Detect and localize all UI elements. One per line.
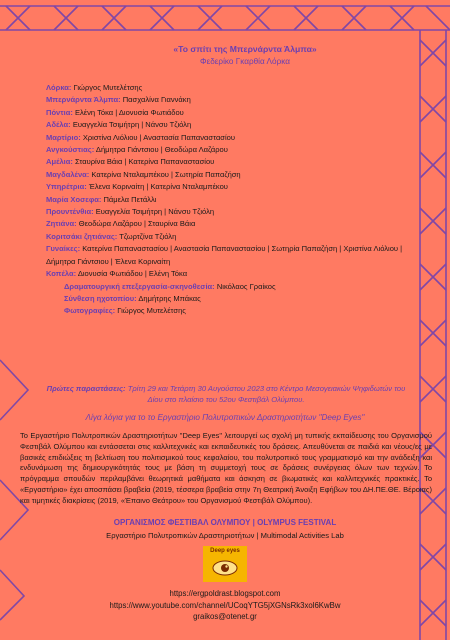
- email-link[interactable]: graikos@otenet.gr: [193, 612, 257, 621]
- cast-list: [46, 82, 408, 318]
- crew-role: Δραματουργική επεξεργασία-σκηνοθεσία:: [64, 281, 215, 291]
- crew-names: Δημήτρης Μπάκας: [138, 293, 201, 303]
- cast-names: Δήμητρα Γιάντσιου | Θεοδώρα Λαζάρου: [95, 145, 228, 155]
- cast-names: Τζωρτζίνα Τζιόλη: [119, 231, 177, 241]
- eye-icon: [203, 546, 247, 582]
- cast-names: Γιώργος Μυτελέτσης: [73, 83, 143, 92]
- cast-role: Πόντια:: [46, 107, 73, 117]
- blog-link[interactable]: https://ergpoldrast.blogspot.com: [169, 589, 281, 598]
- cast-role: Αδέλα:: [46, 120, 71, 130]
- contact-links: [20, 588, 430, 623]
- cast-names: Ελένη Τόκα | Διονυσία Φωτιάδου: [74, 107, 184, 117]
- cast-names: Κατερίνα Νταλαμπέκου | Σωτηρία Παπαζήση: [91, 169, 241, 179]
- cast-names: Διονυσία Φωτιάδου | Ελένη Τόκα: [77, 269, 188, 279]
- cast-row: [46, 231, 408, 243]
- premiere-info: [46, 383, 406, 405]
- premiere-label: Πρώτες παραστάσεις:: [46, 384, 126, 393]
- deep-eyes-logo: [203, 546, 247, 582]
- cast-role: Ζητιάνα:: [46, 219, 77, 229]
- cast-names: Κατερίνα Παπαναστασίου | Αναστασία Παπαναστασίου | Σωτηρία Παπαζήση | Χριστίνα Λιόλιου | Δήμητρα Γιάντσιου | Έλενα Κοριναίτη: [46, 244, 403, 266]
- cast-names: Χριστίνα Λιόλιου | Αναστασία Παπαναστασίου: [82, 132, 235, 142]
- crew-role: Σύνθεση ηχοτοπίου:: [64, 293, 137, 303]
- crew-names: Νικόλαος Γραίκος: [216, 281, 276, 291]
- cast-row: [46, 144, 408, 156]
- cast-role: Ανγκούστιας:: [46, 145, 95, 155]
- cast-role: Μαρτίριο:: [46, 132, 81, 142]
- cast-role: Κοριτσάκι ζητιάνας:: [46, 231, 118, 241]
- cast-row: [46, 206, 408, 218]
- cast-role: Μπερνάρντα Άλμπα:: [46, 95, 121, 105]
- crew-names: Γιώργος Μυτελέτσης: [117, 306, 186, 316]
- lab-name: Εργαστήριο Πολυτροπικών Δραστηριοτήτων | Multimodal Activities Lab: [106, 531, 344, 540]
- play-title: «Το σπίτι της Μπερνάρντα Άλμπα»: [173, 44, 317, 54]
- cast-names: Θεοδώρα Λαζάρου | Σταυρίνα Βάια: [78, 219, 196, 229]
- cast-names: Σταυρίνα Βάια | Κατερίνα Παπαναστασίου: [75, 157, 215, 167]
- cast-row: [46, 107, 408, 119]
- crew-row: [46, 293, 408, 305]
- logo-text: Deep eyes: [210, 548, 240, 554]
- cast-row: [46, 243, 408, 268]
- cast-row: [46, 169, 408, 181]
- cast-row: [46, 132, 408, 144]
- play-author: Φεδερίκο Γκαρθία Λόρκα: [200, 57, 290, 66]
- about-paragraph: Το Εργαστήριο Πολυτροπικών Δραστηριοτήτων "Deep Eyes" λειτουργεί ως σχολή μη τυπικής εκπαίδευσης του Οργανισμού Φεστιβάλ Ολύμπου και εντάσσεται στις καλλιτεχνικές και εκπαιδευτικές του δράσεις. Απευθύνεται σε παιδιά και νέους/ες με βασικές επιδιώξεις τη βελτίωση του πολιτισμικού τους κεφαλαίου, του πολυτροπικό τους γραμματισμό και την ανάδειξη και ενδυνάμωση της δημιουργικότητάς τους με βάση τη συμμετοχή τους σε δράσεις συνέργειας όλων των τεχνών. Το πρόγραμμα σπουδών περιλαμβάνει θεωρητικά μαθήματα και άσκηση σε βιωματικές και καλλιτεχνικές πρακτικές. Το «Εργαστήριο» έχει αποσπάσει βραβεία (2019, τέσσερα βραβεία στην 7η Θεατρική Άνοιξη Εφήβων του ΔΗ.ΠΕ.ΘΕ. Βέροιας) και τιμητικές διακρίσεις (2019, «Έπαινο Θεάτρου» του Οργανισμού Φεστιβάλ Ολύμπου).: [20, 431, 432, 505]
- cast-row: [46, 194, 408, 206]
- cast-names: Έλενα Κοριναίτη | Κατερίνα Νταλαμπέκου: [88, 182, 228, 192]
- cast-row: [46, 268, 408, 280]
- cast-role: Προυντένθια:: [46, 207, 94, 217]
- cast-role: Υπηρέτρια:: [46, 182, 87, 192]
- cast-role: Λόρκα:: [46, 83, 72, 92]
- cast-role: Κοπέλα:: [46, 269, 77, 279]
- cast-names: Πασχαλίνα Γιαννάκη: [122, 95, 191, 105]
- cast-names: Πάμελα Πετάλλι: [103, 194, 157, 204]
- cast-role: Μαρία Χοσεφα:: [46, 194, 102, 204]
- cast-row: [46, 94, 408, 106]
- organization-name: ΟΡΓΑΝΙΣΜΟΣ ΦΕΣΤΙΒΑΛ ΟΛΥΜΠΟΥ | OLYMPUS FESTIVAL: [113, 518, 337, 527]
- cast-row: [46, 181, 408, 193]
- crew-row: [46, 281, 408, 293]
- premiere-text: Τρίτη 29 και Τετάρτη 30 Αυγούστου 2023 στο Κέντρο Μεσογειακών Ψηφιδωτών του Δίου στο πλαίσιο του 52ου Φεστιβάλ Ολύμπου.: [127, 384, 406, 405]
- cast-role: Γυναίκες:: [46, 244, 81, 254]
- youtube-link[interactable]: https://www.youtube.com/channel/UCoqYTG5jXGNsRk3xol6KwBw: [109, 600, 341, 610]
- crew-row: [46, 305, 408, 317]
- cast-role: Αμέλια:: [46, 157, 73, 167]
- cast-row: [46, 218, 408, 230]
- cast-row: [46, 82, 408, 94]
- crew-role: Φωτογραφίες:: [64, 306, 116, 316]
- cast-row: [46, 119, 408, 131]
- cast-row: [46, 156, 408, 168]
- cast-names: Ευαγγελία Τσιμήτρη | Νάνσυ Τζιόλη: [95, 207, 215, 217]
- cast-names: Ευαγγελία Τσιμήτρη | Νάνσυ Τζιόλη: [72, 120, 192, 130]
- about-heading: Λίγα λόγια για το το Εργαστήριο Πολυτροπικών Δραστηριοτήτων "Deep Eyes": [85, 413, 365, 422]
- cast-role: Μαγδαλένα:: [46, 169, 90, 179]
